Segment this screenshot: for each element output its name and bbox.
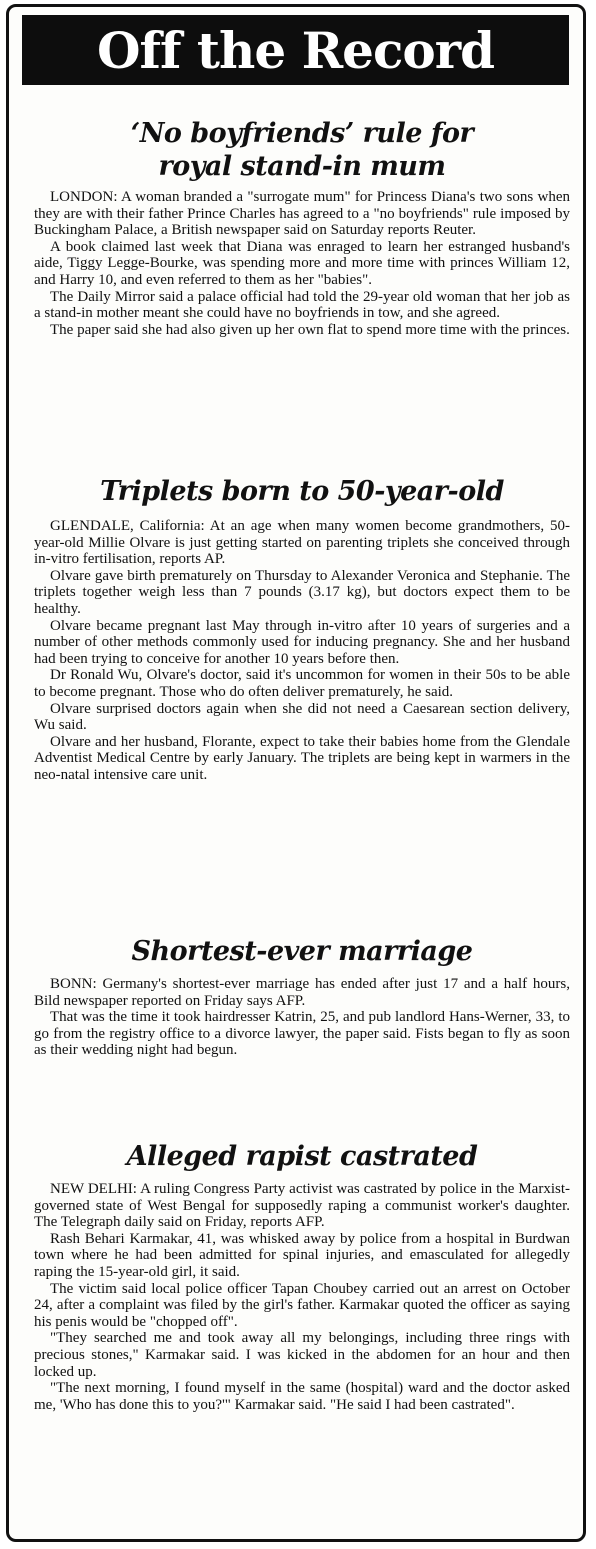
paragraph: A book claimed last week that Diana was enraged to learn her estranged husband's aide, Tiggy Legge-Bourke, was spending more and more time with princes William 12, and Harry 10, and even referred to them as her "babies".	[34, 238, 570, 288]
article-rapist-castrated	[34, 1140, 570, 1413]
paragraph: Dr Ronald Wu, Olvare's doctor, said it's uncommon for women in their 50s to be able to become pregnant. Those who do often deliver prematurely, he said.	[34, 667, 570, 700]
headline-line: Alleged rapist castrated	[126, 1141, 478, 1172]
masthead: Off the Record	[22, 15, 569, 85]
headline	[34, 117, 570, 183]
headline-line: royal stand-in mum	[158, 151, 446, 182]
paragraph: "The next morning, I found myself in the same (hospital) ward and the doctor asked me, 'Who has done this to you?'" Karmakar said. "He said I had been castrated".	[34, 1380, 570, 1413]
headline-line: Triplets born to 50-year-old	[100, 476, 504, 507]
paragraph: NEW DELHI: A ruling Congress Party activist was castrated by police in the Marxist-governed state of West Bengal for supposedly raping a communist worker's daughter. The Telegraph daily said on Friday, reports AFP.	[34, 1181, 570, 1231]
headline-line: Shortest-ever marriage	[131, 936, 473, 967]
paragraph: LONDON: A woman branded a "surrogate mum" for Princess Diana's two sons when they are with their father Prince Charles has agreed to a "no boyfriends" rule imposed by Buckingham Palace, a British newspaper said on Saturday reports Reuter.	[34, 189, 570, 239]
paragraph: Olvare and her husband, Florante, expect to take their babies home from the Glendale Adventist Medical Centre by early January. The triplets are being kept in warmers in the neo-natal intensive care unit.	[34, 733, 570, 783]
headline-line: ‘No boyfriends’ rule for	[130, 118, 474, 149]
paragraph: That was the time it took hairdresser Katrin, 25, and pub landlord Hans-Werner, 33, to go from the registry office to a divorce lawyer, the paper said. Fists began to fly as soon as their wedding night had begun.	[34, 1009, 570, 1059]
paragraph: The paper said she had also given up her own flat to spend more time with the princes.	[50, 321, 570, 338]
headline	[34, 475, 570, 508]
paragraph: The victim said local police officer Tapan Choubey carried out an arrest on October 24, after a complaint was filed by the girl's father. Karmakar quoted the officer as saying his penis would be "chopped off".	[34, 1280, 570, 1330]
paragraph: Rash Behari Karmakar, 41, was whisked away by police from a hospital in Burdwan town where he had been admitted for spinal injuries, and emasculated for allegedly raping the 15-year-old girl, it said.	[34, 1230, 570, 1280]
paragraph: Olvare surprised doctors again when she did not need a Caesarean section delivery, Wu said.	[34, 700, 570, 734]
paragraph: Olvare gave birth prematurely on Thursday to Alexander Veronica and Stephanie. The triplets together weigh less than 7 pounds (3.17 kg), but doctors expect them to be healthy.	[34, 567, 570, 617]
paragraph: BONN: Germany's shortest-ever marriage has ended after just 17 and a half hours, Bild newspaper reported on Friday says AFP.	[34, 976, 570, 1009]
paragraph: "They searched me and took away all my belongings, including three rings with precious stones," Karmakar said. I was kicked in the abdomen for an hour and then locked up.	[34, 1330, 570, 1380]
paragraph: The Daily Mirror said a palace official had told the 29-year old woman that her job as a stand-in mother meant she could have no boyfriends in tow, and she agreed.	[34, 288, 570, 322]
headline	[34, 935, 570, 968]
headline	[34, 1140, 570, 1173]
article-triplets	[34, 475, 570, 784]
article-shortest-marriage	[34, 935, 570, 1059]
paragraph: GLENDALE, California: At an age when many women become grandmothers, 50-year-old Millie Olvare is just getting started on parenting triplets she conceived through in-vitro fertilisation, reports AP.	[34, 518, 570, 568]
paragraph: Olvare became pregnant last May through in-vitro after 10 years of surgeries and a number of other methods commonly used for inducing pregnancy. She and her husband had been trying to conceive for another 10 years before then.	[34, 617, 570, 667]
article-no-boyfriends	[34, 117, 570, 338]
